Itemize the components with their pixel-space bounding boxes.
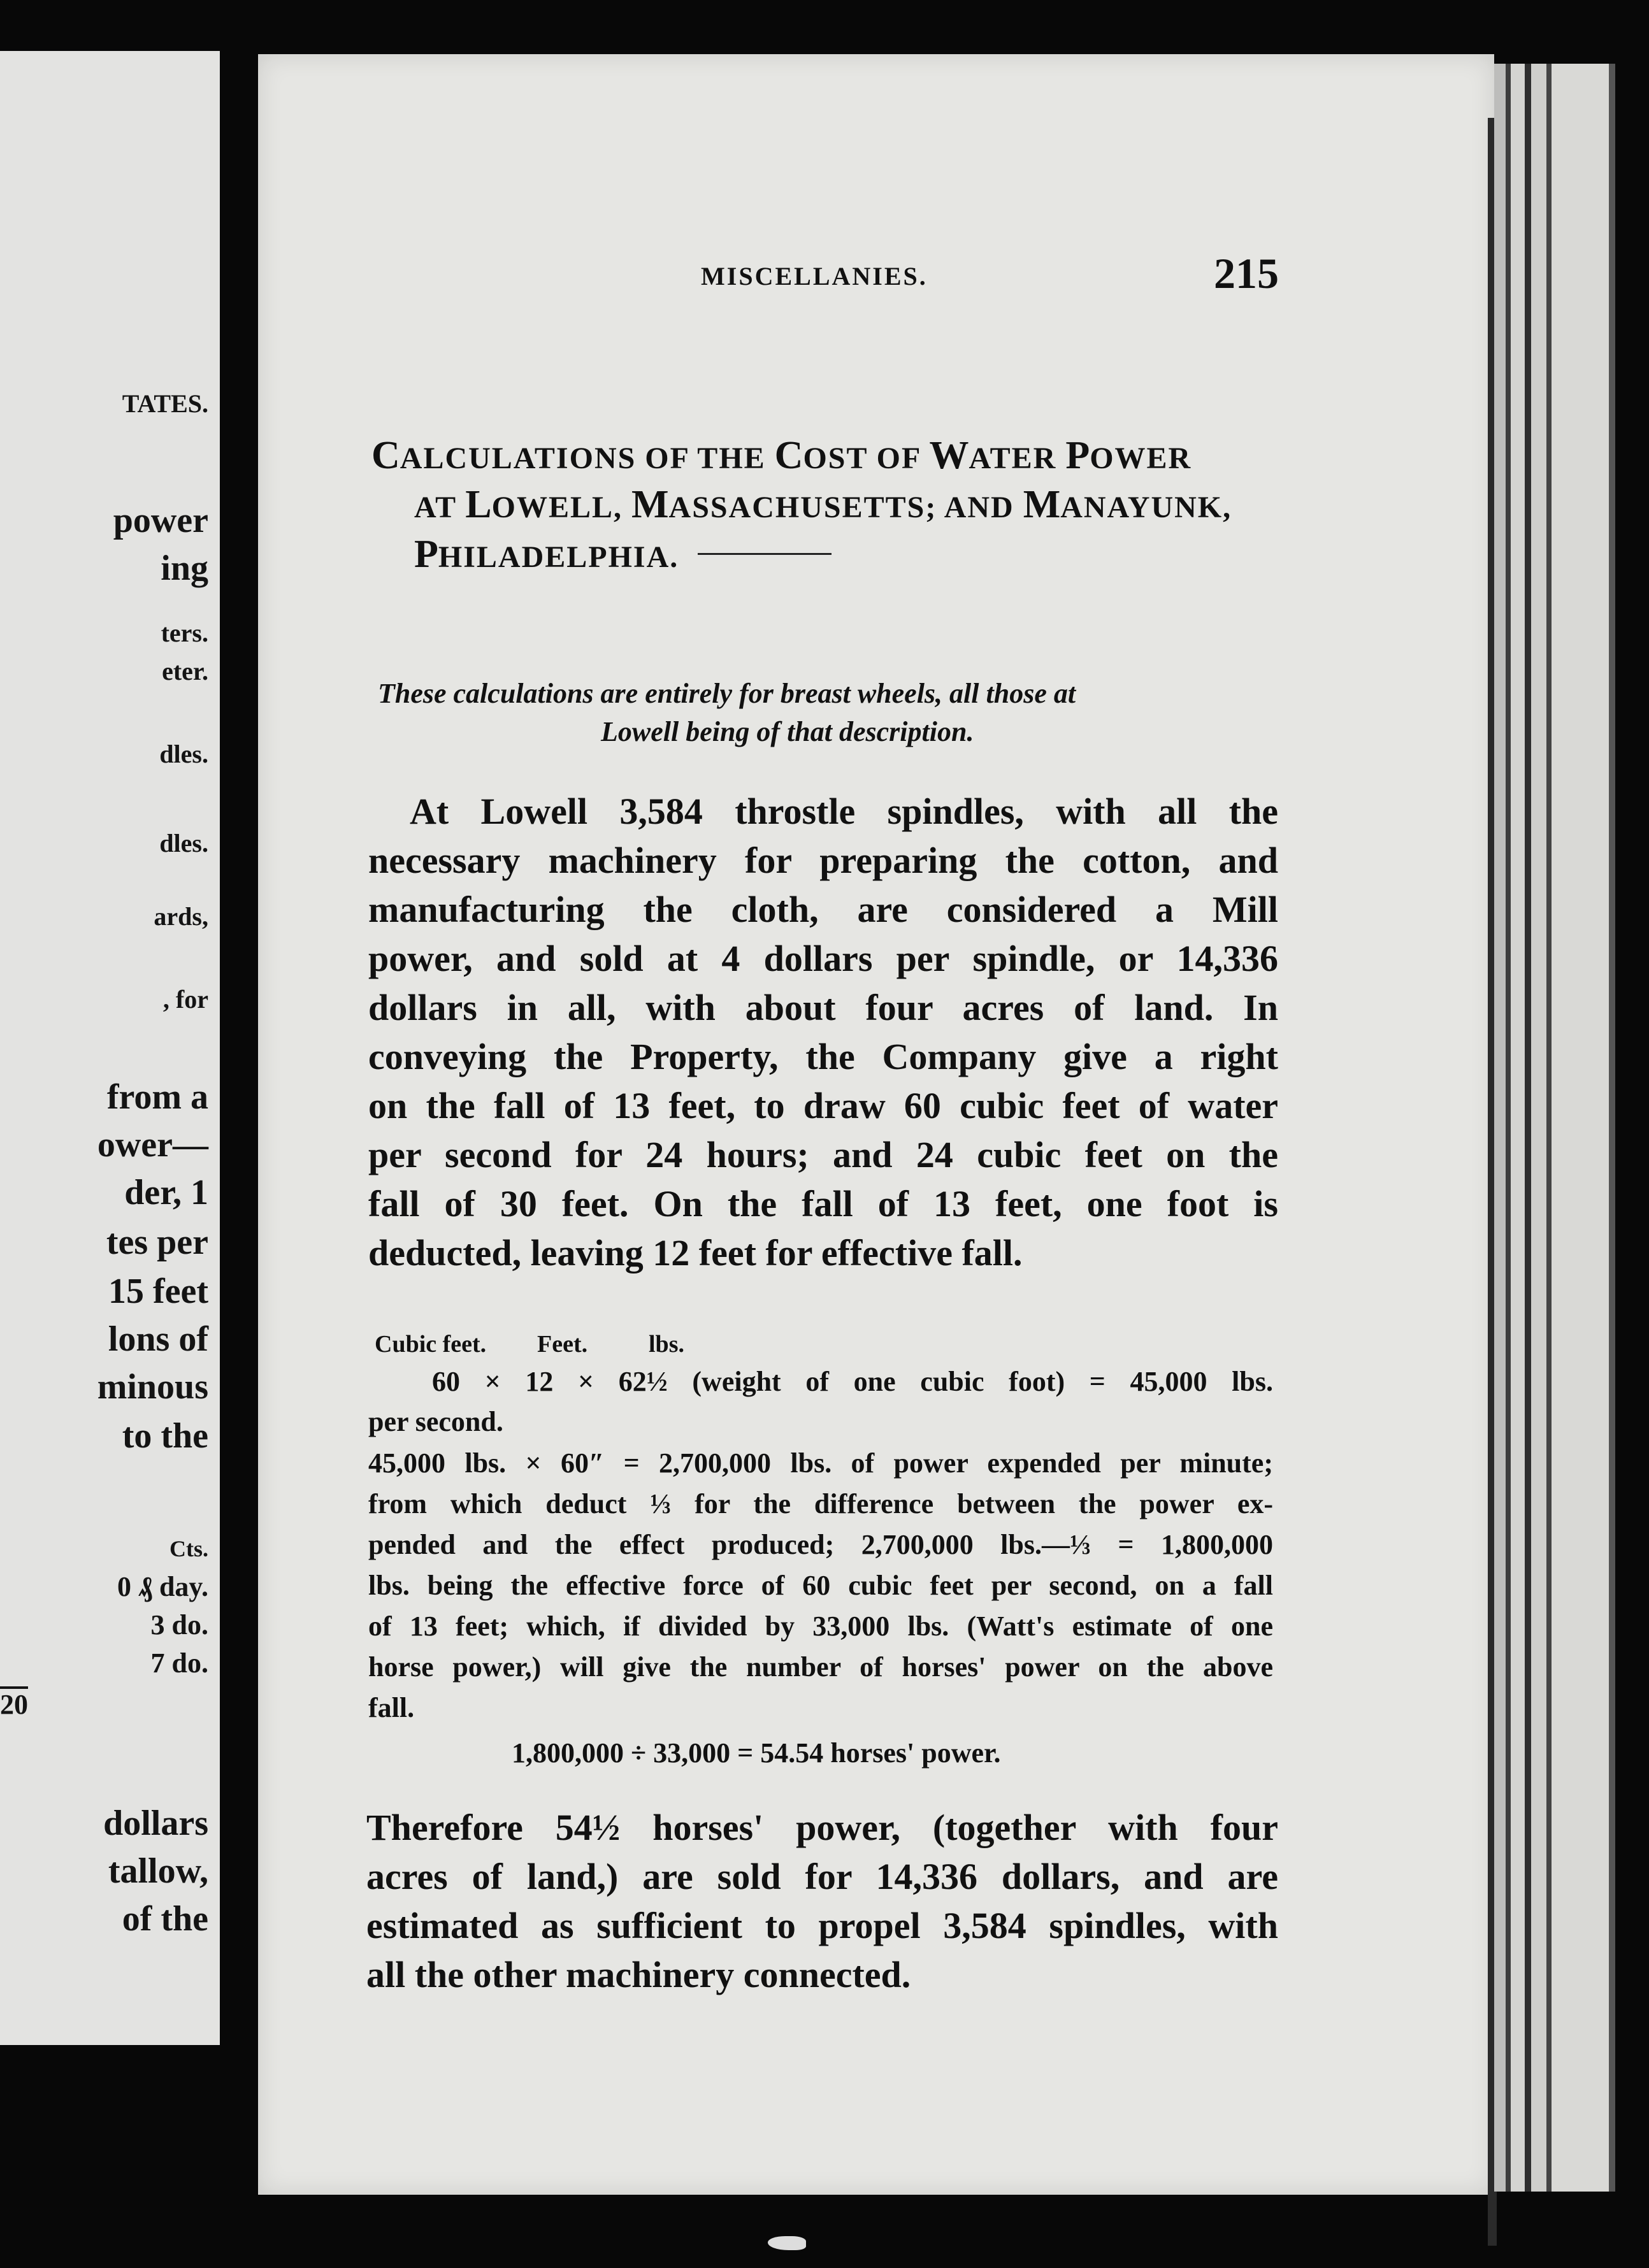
paragraph-1-line: At Lowell 3,584 throstle spindles, with all the [410,791,1278,832]
left-fragment: 7 do. [150,1647,208,1679]
title-rule [698,553,832,555]
page-content [258,54,1494,2195]
left-fragment: eter. [162,657,208,685]
page-edge [1546,64,1552,2192]
calc-line: of 13 feet; which, if divided by 33,000 lbs. (Watt's estimate of one [368,1611,1273,1642]
note-line-1: These calculations are entirely for breast wheels, all those at [378,678,1076,709]
page-edge [1531,64,1546,2192]
paragraph-1-line: dollars in all, with about four acres of land. In [368,987,1278,1028]
calc-line: 45,000 lbs. × 60″ = 2,700,000 lbs. of power expended per minute; [368,1447,1273,1479]
paragraph-2-line: estimated as sufficient to propel 3,584 spindles, with [366,1905,1278,1946]
left-fragment: 20 [0,1689,28,1720]
left-fragment: 3 do. [150,1609,208,1640]
left-fragment: power [113,501,208,540]
page-edge [1506,64,1511,2192]
calc-line: 60 × 12 × 62½ (weight of one cubic foot) = 45,000 lbs. [432,1366,1273,1397]
page-edge [1525,64,1531,2192]
left-fragment: dles. [159,740,208,768]
left-fragment: from a [106,1077,208,1117]
page-edge [1511,64,1525,2192]
calc-line: horse power,) will give the number of horses' power on the above [368,1651,1273,1683]
left-fragment: Cts. [169,1536,208,1561]
calc-result: 1,800,000 ÷ 33,000 = 54.54 horses' power. [512,1737,1001,1769]
paragraph-1-line: fall of 30 feet. On the fall of 13 feet, one foot is [368,1183,1278,1224]
calc-head-lbs: lbs. [649,1331,684,1358]
left-fragment: ing [161,549,208,588]
left-fragment: of the [122,1899,208,1939]
left-fragment: to the [122,1416,208,1456]
calc-line: per second. [368,1406,503,1437]
left-fragment: tallow, [108,1851,208,1891]
page-edge [1552,64,1609,2192]
left-fragment: TATES. [122,389,208,418]
paragraph-2-line: acres of land,) are sold for 14,336 dollars, and are [366,1856,1278,1897]
left-fragment: ower— [97,1125,208,1165]
calc-line: lbs. being the effective force of 60 cubic feet per second, on a fall [368,1570,1273,1601]
running-title: MISCELLANIES. [701,262,928,291]
left-fragment: minous [97,1367,208,1407]
smudge-mark [768,2236,806,2250]
paragraph-1-line: conveying the Property, the Company give a right [368,1036,1278,1077]
paragraph-1-line: manufacturing the cloth, are considered a Mill [368,889,1278,930]
calc-head-feet: Feet. [537,1331,588,1358]
left-fragment: lons of [108,1319,208,1359]
paragraph-1-line: necessary machinery for preparing the cotton, and [368,840,1278,881]
book-page [258,54,1494,2195]
left-fragment: ards, [154,902,208,931]
left-fragment: tes per [106,1223,208,1262]
paragraph-2-line: all the other machinery connected. [366,1954,911,1995]
calc-line: from which deduct ⅓ for the difference between the power ex- [368,1488,1273,1519]
article-title-line-2: AT LOWELL, MASSACHUSETTS; AND MANAYUNK, [414,483,1232,526]
article-title-line-3: PHILADELPHIA. [414,533,679,576]
left-fragment: 0 ₰ day. [117,1571,208,1602]
page-edge [1609,64,1615,2192]
page-edge [1494,64,1506,2192]
paragraph-1-line: power, and sold at 4 dollars per spindle, or 14,336 [368,938,1278,979]
left-fragment: 15 feet [108,1272,208,1311]
paragraph-1-line: deducted, leaving 12 feet for effective fall. [368,1232,1023,1274]
left-fragment: dles. [159,829,208,858]
article-title-line-1: CALCULATIONS OF THE COST OF WATER POWER [371,434,1192,477]
left-fragment: , for [162,985,208,1014]
paragraph-1-line: on the fall of 13 feet, to draw 60 cubic feet of water [368,1085,1278,1126]
calc-line: fall. [368,1692,415,1723]
left-fragment: ters. [161,619,208,647]
calc-head-cubic-feet: Cubic feet. [375,1331,487,1358]
left-fragment: der, 1 [124,1173,208,1212]
paragraph-2-line: Therefore 54½ horses' power, (together with four [366,1807,1278,1848]
left-facing-page [0,51,220,2045]
paragraph-1-line: per second for 24 hours; and 24 cubic feet on the [368,1134,1278,1175]
calc-line: pended and the effect produced; 2,700,000 lbs.—⅓ = 1,800,000 [368,1529,1273,1560]
note-line-2: Lowell being of that description. [601,716,974,747]
left-fragment: dollars [103,1804,208,1843]
page-number: 215 [1214,249,1279,298]
